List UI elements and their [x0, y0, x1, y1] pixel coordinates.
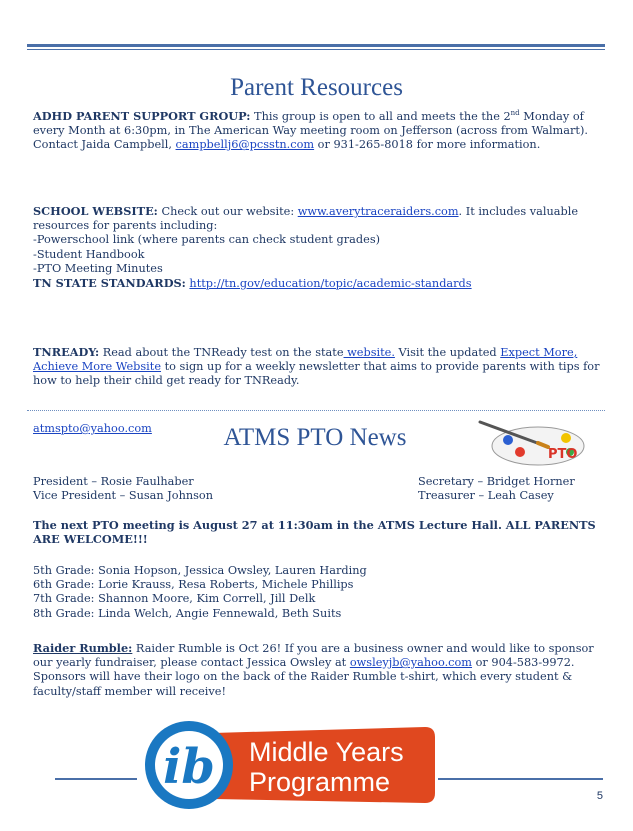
section-divider [27, 410, 605, 411]
pto-meeting-notice: The next PTO meeting is August 27 at 11:30am in the ATMS Lecture Hall. ALL PARENTS ARE WELCOME!!! [33, 518, 596, 547]
adhd-paragraph: ADHD PARENT SUPPORT GROUP: This group is open to all and meets the the 2nd Monday of every Month at 6:30pm, in The American Way meeting room on Jefferson (across from Walmart). Contact Jaida Campbell, campbellj6@pcsstn.com or 931-265-8018 for more information. [33, 109, 588, 152]
parent-resources-title: Parent Resources [230, 74, 403, 101]
officer-vice-president: Vice President – Susan Johnson [33, 489, 214, 502]
ib-myp-logo [143, 719, 438, 811]
grade-rep-line: 8th Grade: Linda Welch, Angie Fennewald, Beth Suits [33, 606, 342, 620]
top-rule-thin [27, 49, 605, 50]
ib-letters: ib [163, 739, 215, 795]
ib-line1: Middle Years [249, 737, 404, 767]
school-website-link[interactable]: www.averytraceraiders.com [297, 205, 459, 218]
bottom-rule-right [438, 778, 603, 780]
grade-rep-line: 5th Grade: Sonia Hopson, Jessica Owsley, Lauren Harding [33, 564, 367, 577]
rumble-email-link[interactable]: owsleyjb@yahoo.com [349, 656, 473, 670]
grade-reps-list [33, 564, 603, 621]
grade-rep-line: 7th Grade: Shannon Moore, Kim Correll, Jill Delk [33, 592, 316, 606]
tnready-heading: TNREADY: [33, 345, 100, 359]
top-rule [27, 44, 605, 47]
resource-item: -PTO Meeting Minutes [33, 261, 163, 275]
raider-rumble-paragraph: Raider Rumble: Raider Rumble is Oct 26! If you are a business owner and would like to sponsor our yearly fundraiser, please contact Jessica Owsley at owsleyjb@yahoo.com or 904-583-9972. Sponsors will have their logo on the back of the Raider Rumble t-shirt, which every student & faculty/staff member will receive! [33, 641, 594, 698]
tn-standards-link[interactable]: http://tn.gov/education/topic/academic-standards [189, 277, 472, 291]
state-website-link[interactable]: website. [343, 346, 395, 359]
bottom-rule-left [55, 778, 137, 780]
officer-secretary: Secretary – Bridget Horner [418, 475, 575, 488]
pto-email[interactable]: atmspto@yahoo.com [33, 422, 152, 435]
pto-news-title: ATMS PTO News [223, 424, 407, 451]
adhd-email-link[interactable]: campbellj6@pcsstn.com [175, 138, 315, 152]
school-website-paragraph: SCHOOL WEBSITE: Check out our website: www.averytraceraiders.com. It includes valuable resources for parents including: -Powerschool link (where parents can check student grades) -Student Handbook -PTO Meeting Minutes TN STATE STANDARDS: http://tn.gov/education/topic/academic-standards [33, 204, 579, 291]
pto-palette-logo [478, 416, 588, 468]
tn-standards-heading: TN STATE STANDARDS: [33, 276, 186, 291]
officer-president: President – Rosie Faulhaber [33, 475, 194, 488]
resource-item: -Powerschool link (where parents can check student grades) [33, 233, 381, 247]
page-number: 5 [596, 790, 603, 802]
raider-rumble-heading: Raider Rumble: [33, 641, 133, 655]
adhd-heading: ADHD PARENT SUPPORT GROUP: [33, 109, 251, 123]
ib-line2: Programme [249, 767, 391, 797]
pto-logo-text: PTO [548, 447, 578, 462]
tnready-paragraph: TNREADY: Read about the TNReady test on the state website. Visit the updated Expect More, Achieve More Website to sign up for a weekly newsletter that aims to provide parents with tips for how to help their child get ready for TNReady. [33, 345, 600, 388]
school-website-heading: SCHOOL WEBSITE: [33, 204, 158, 218]
grade-rep-line: 6th Grade: Lorie Krauss, Resa Roberts, Michele Phillips [33, 578, 354, 592]
expect-more-link[interactable]: Expect More, Achieve More Website [33, 346, 578, 374]
officer-treasurer: Treasurer – Leah Casey [418, 489, 554, 502]
resource-item: -Student Handbook [33, 247, 145, 261]
